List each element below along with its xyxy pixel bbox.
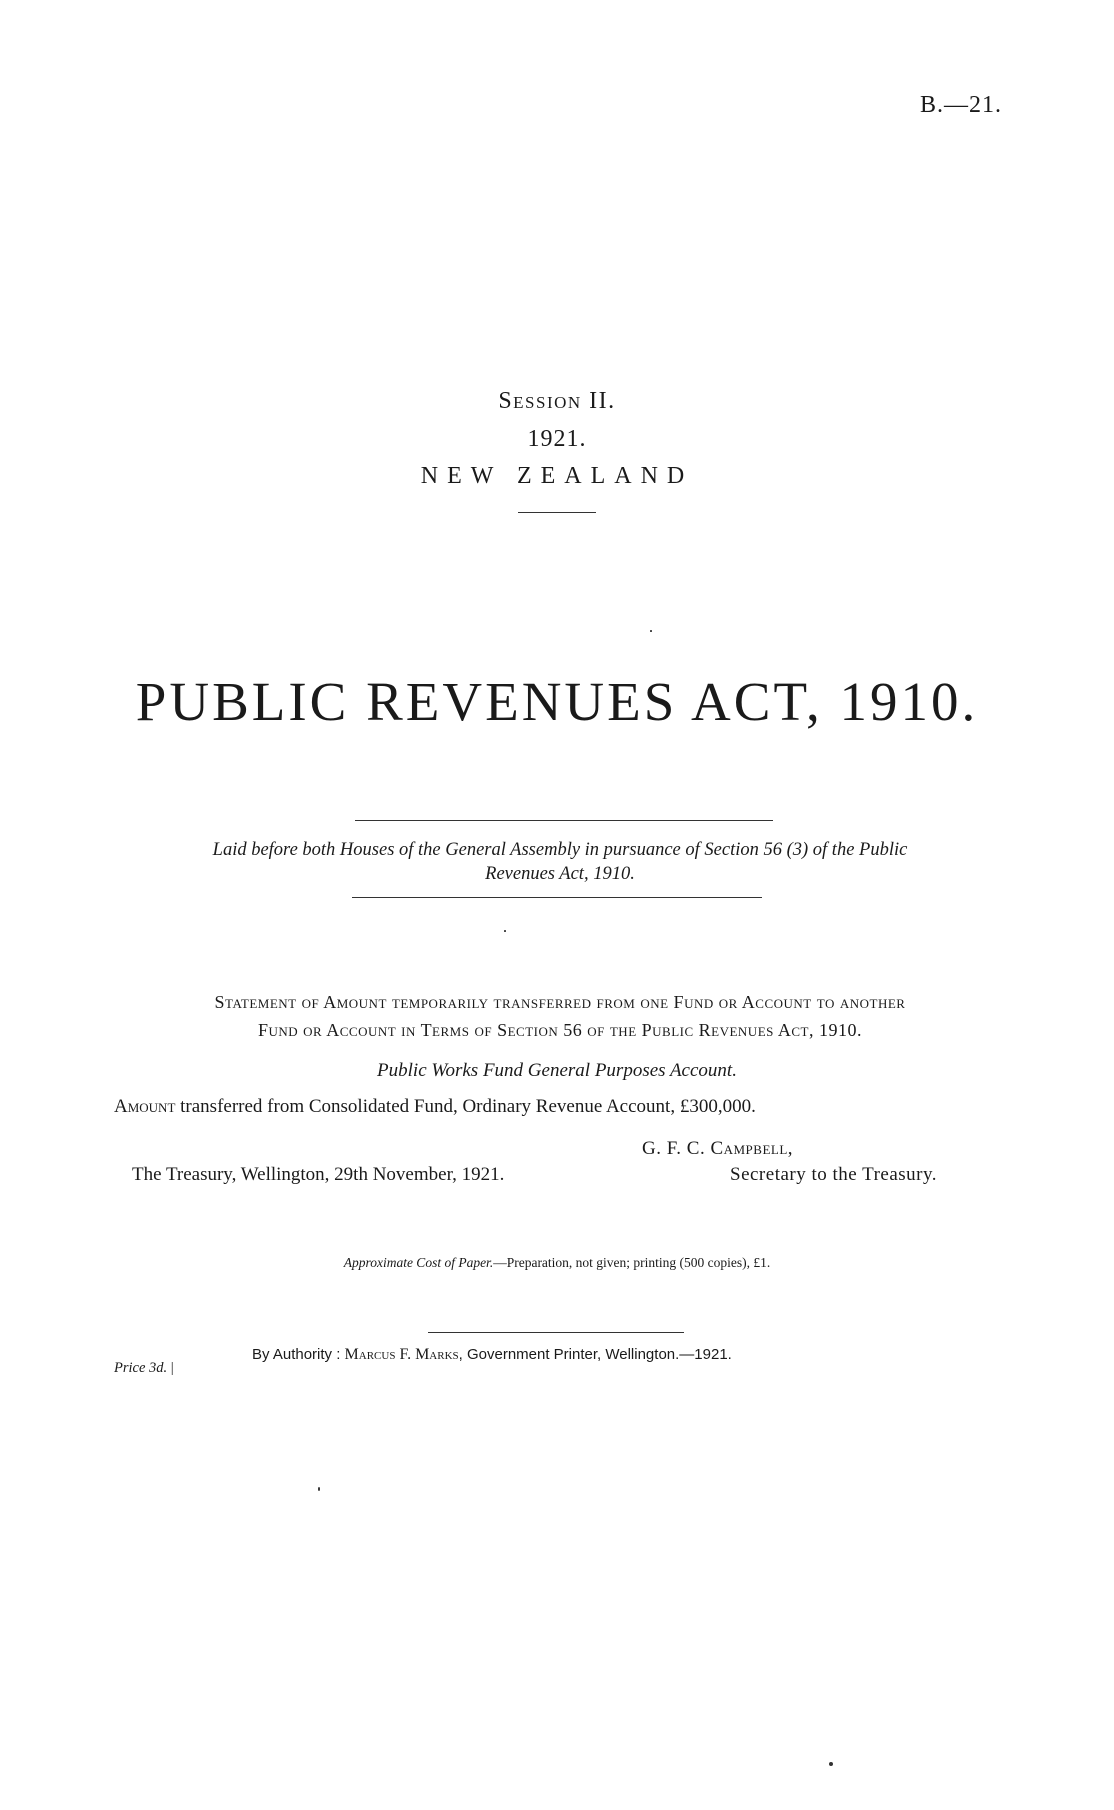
statement-line-2: Fund or Account in Terms of Section 56 of the Public Revenues Act, 1910. xyxy=(257,1020,862,1040)
cost-text: —Preparation, not given; printing (500 copies), £1. xyxy=(493,1255,771,1270)
divider-top xyxy=(355,820,773,821)
place-date: The Treasury, Wellington, 29th November, 1921. xyxy=(132,1164,505,1185)
statement-line-1: Statement of Amount temporarily transferred from one Fund or Account to another xyxy=(214,992,906,1012)
authority-suffix: , Government Printer, Wellington.—1921. xyxy=(458,1346,732,1363)
amount-line xyxy=(114,1096,756,1118)
scan-speck xyxy=(829,1762,833,1766)
printer-authority xyxy=(252,1346,732,1364)
price-text: Price 3d. xyxy=(114,1360,168,1376)
scan-speck xyxy=(650,630,652,632)
scan-speck xyxy=(504,930,506,932)
signatory-title: Secretary to the Treasury. xyxy=(730,1164,937,1185)
country-name: NEW ZEALAND xyxy=(420,463,694,489)
statement-heading xyxy=(100,988,1020,1044)
scan-speck xyxy=(318,1487,320,1491)
authority-prefix: By Authority : xyxy=(252,1346,341,1363)
document-title: PUBLIC REVENUES ACT, 1910. xyxy=(135,671,979,732)
printer-name: Marcus F. Marks xyxy=(344,1346,459,1363)
laid-before-line-2: Revenues Act, 1910. xyxy=(485,864,635,884)
session-year: 1921. xyxy=(527,426,587,452)
laid-before-line-1: Laid before both Houses of the General Assembly in pursuance of Section 56 (3) of the Public xyxy=(212,840,908,860)
approximate-cost xyxy=(0,1255,1114,1271)
divider-bottom xyxy=(352,897,762,898)
signatory-name: G. F. C. Campbell, xyxy=(642,1138,794,1159)
paper-reference: B.—21. xyxy=(920,92,1003,118)
price: Price 3d. | xyxy=(114,1360,174,1376)
session-label: Session II. xyxy=(498,388,616,414)
laid-before-note xyxy=(110,838,1010,886)
cost-label: Approximate Cost of Paper. xyxy=(343,1255,494,1270)
account-name: Public Works Fund General Purposes Account. xyxy=(377,1060,737,1081)
divider-footer xyxy=(428,1332,684,1333)
amount-text: transferred from Consolidated Fund, Ordinary Revenue Account, £300,000. xyxy=(180,1096,756,1117)
divider-short xyxy=(518,512,596,513)
amount-label: Amount xyxy=(114,1096,176,1117)
